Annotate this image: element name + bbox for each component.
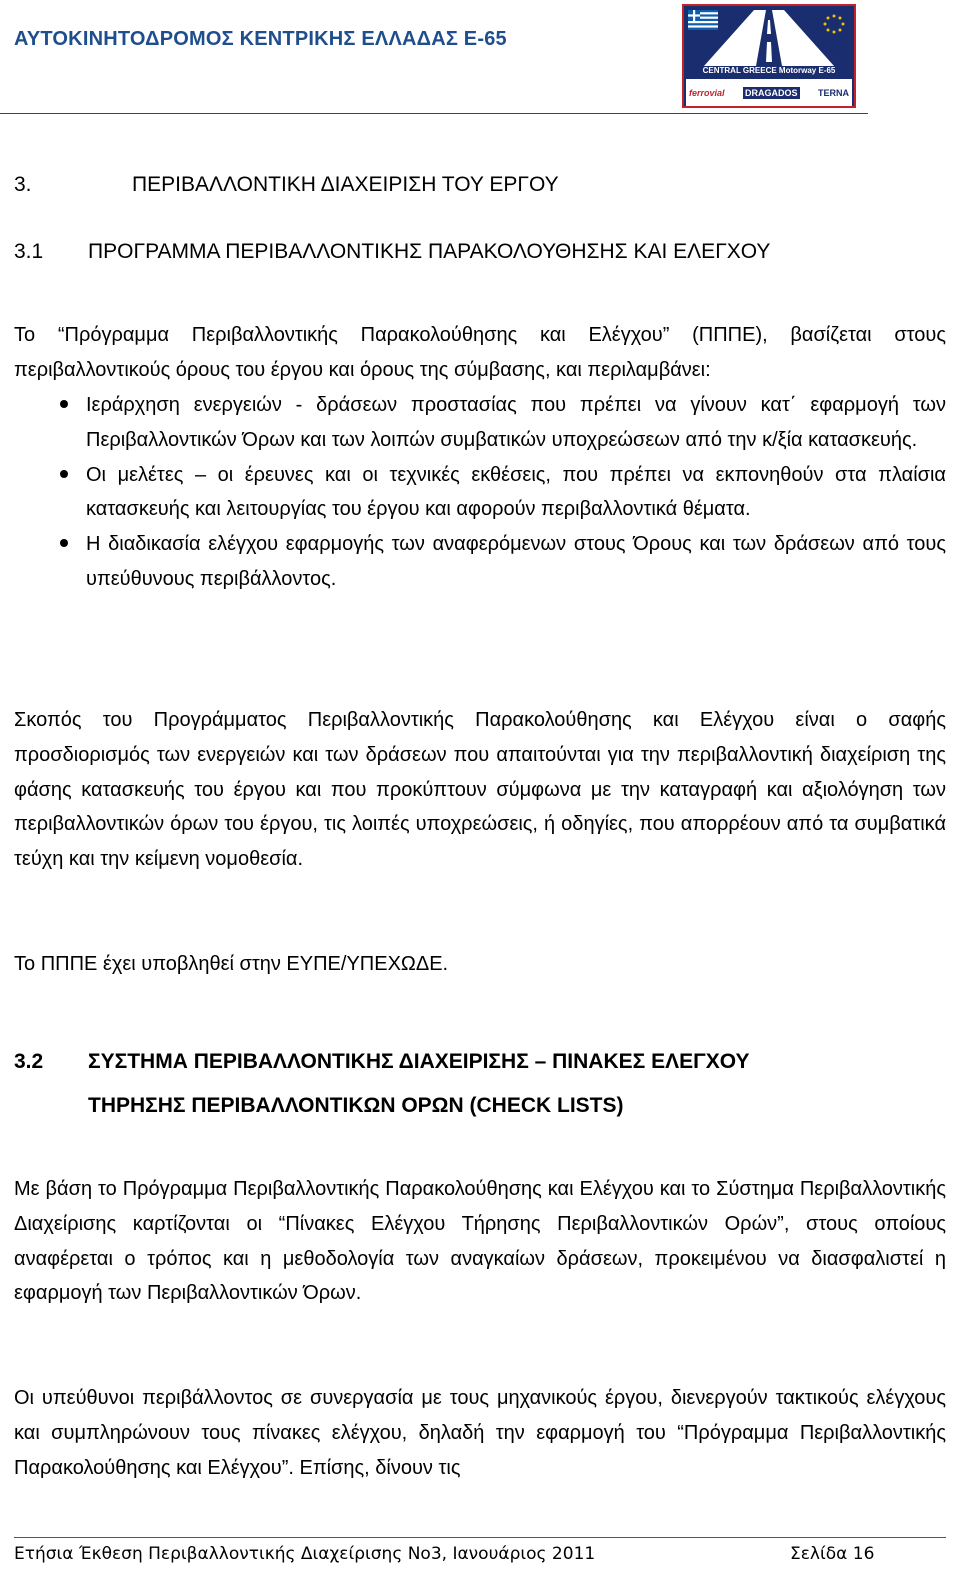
bullet-icon [60, 470, 68, 478]
section-3-1-submitted: Το ΠΠΠΕ έχει υποβληθεί στην ΕΥΠΕ/ΥΠΕΧΩΔΕ. [14, 953, 449, 975]
section-number: 3. [14, 173, 32, 196]
section-title: ΠΡΟΓΡΑΜΜΑ ΠΕΡΙΒΑΛΛΟΝΤΙΚΗΣ ΠΑΡΑΚΟΛΟΥΘΗΣΗΣ ΚΑΙ ΕΛΕΓΧΟΥ [88, 240, 771, 263]
section-3-2-heading-continued [88, 1094, 624, 1118]
central-greece-motorway-logo [682, 4, 856, 108]
list-item [14, 458, 946, 528]
section-title-line-2: ΤΗΡΗΣΗΣ ΠΕΡΙΒΑΛΛΟΝΤΙΚΩΝ ΟΡΩΝ (CHECK LISTS) [88, 1094, 624, 1117]
list-item-text: Η διαδικασία ελέγχου εφαρμογής των αναφερόμενων στους Όρους και των δράσεων από τους υπεύθυνους περιβάλλοντος. [86, 533, 946, 590]
logo-caption: CENTRAL GREECE Motorway E-65 [702, 66, 836, 75]
footer-report-title: Ετήσια Έκθεση Περιβαλλοντικής Διαχείρισης Νο3, Ιανουάριος 2011 [14, 1544, 596, 1564]
section-title: ΠΕΡΙΒΑΛΛΟΝΤΙΚΗ ΔΙΑΧΕΙΡΙΣΗ ΤΟΥ ΕΡΓΟΥ [132, 173, 559, 196]
bullet-icon [60, 539, 68, 547]
list-item-text: Οι μελέτες – οι έρευνες και οι τεχνικές εκθέσεις, που πρέπει να εκπονηθούν στα πλαίσια κατασκευής και λειτουργίας του έργου και αφορούν περιβαλλοντικά θέματα. [86, 463, 946, 521]
header-divider [0, 113, 868, 114]
section-title-line-1: ΣΥΣΤΗΜΑ ΠΕΡΙΒΑΛΛΟΝΤΙΚΗΣ ΔΙΑΧΕΙΡΙΣΗΣ – ΠΙΝΑΚΕΣ ΕΛΕΓΧΟΥ [88, 1050, 750, 1073]
motorway-emblem-graphic [684, 6, 854, 66]
list-item [14, 388, 946, 458]
partner-dragados: DRAGADOS [745, 87, 798, 98]
section-3-2-paragraph-1: Με βάση το Πρόγραμμα Περιβαλλοντικής Παρακολούθησης και Ελέγχου και το Σύστημα Περιβαλλοντικής Διαχείρισης καρτίζονται οι “Πίνακες Ελέγχου Τήρησης Περιβαλλοντικών Ορών”, στους οποίους αναφέρεται ο τρόπος και η μεθοδολογία των αναγκαίων δράσεων, προκειμένου να διασφαλιστεί η εφαρμογή των Περιβαλλοντικών Όρων. [14, 1178, 946, 1305]
running-header-title: ΑΥΤΟΚΙΝΗΤΟΔΡΟΜΟΣ ΚΕΝΤΡΙΚΗΣ ΕΛΛΑΔΑΣ Ε-65 [14, 28, 507, 50]
section-number: 3.1 [14, 240, 44, 263]
footer-divider [14, 1537, 946, 1538]
section-3-1-purpose: Σκοπός του Προγράμματος Περιβαλλοντικής Παρακολούθησης και Ελέγχου είναι ο σαφής προσδιορισμός των ενεργειών και των δράσεων που απαιτούνται για την περιβαλλοντική διαχείριση της φάσης κατασκευής του έργου και που προκύπτουν σύμφωνα με την καταγραφή και αξιολόγηση των περιβαλλοντικών όρων του έργου, τις λοιπές υποχρεώσεις, ή οδηγίες, που απορρέουν από τα συμβατικά τεύχη και την κείμενη νομοθεσία. [14, 709, 946, 871]
section-number: 3.2 [14, 1050, 44, 1073]
greek-flag-icon [688, 10, 718, 30]
footer-page-number: Σελίδα 16 [790, 1544, 875, 1564]
program-contents-list [14, 388, 946, 597]
logo-partners [686, 79, 852, 106]
bullet-icon [60, 400, 68, 408]
section-3-2-paragraph-2: Οι υπεύθυνοι περιβάλλοντος σε συνεργασία με τους μηχανικούς έργου, διενεργούν τακτικούς ελέγχους και συμπληρώνουν τους πίνακες ελέγχου, δηλαδή την εφαρμογή του “Πρόγραμμα Περιβαλλοντικής Παρακολούθησης και Ελέγχου”. Επίσης, δίνουν τις [14, 1387, 946, 1479]
list-item-text: Ιεράρχηση ενεργειών - δράσεων προστασίας που πρέπει να γίνουν κατ΄ εφαρμογή των Περιβαλλοντικών Όρων και των λοιπών συμβατικών υποχρεώσεων από την κ/ξία κατασκευής. [86, 394, 946, 451]
list-item [14, 527, 946, 597]
partner-terna: TERNA [817, 87, 849, 98]
section-3-1-intro: Το “Πρόγραμμα Περιβαλλοντικής Παρακολούθησης και Ελέγχου” (ΠΠΠΕ), βασίζεται στους περιβαλλοντικούς όρους του έργου και όρους της σύμβασης, και περιλαμβάνει: [14, 324, 946, 381]
partner-ferrovial: ferrovial [689, 87, 725, 98]
